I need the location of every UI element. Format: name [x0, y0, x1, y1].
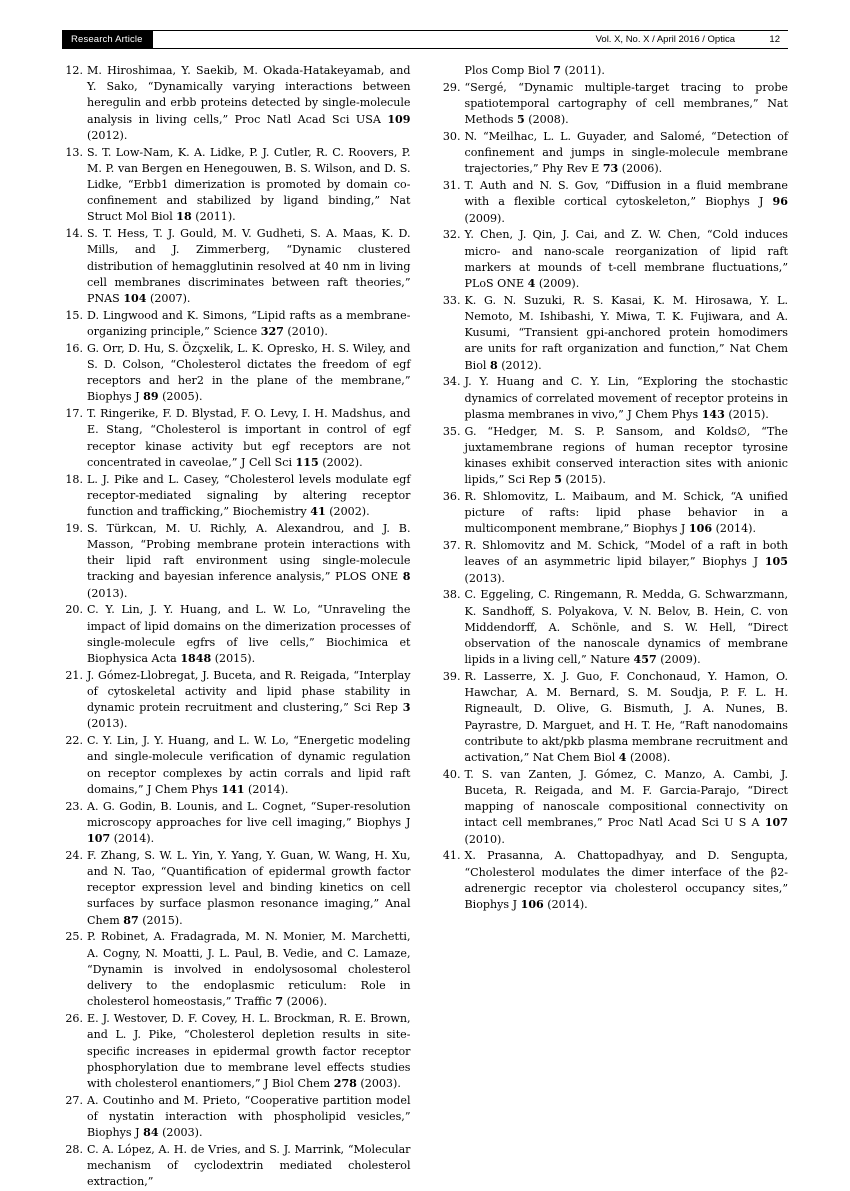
reference-number: 27. — [65, 1093, 83, 1107]
reference-text: K. G. N. Suzuki, R. S. Kasai, K. M. Hirosawa, Y. L. Nemoto, M. Ishibashi, Y. Miwa, T. K. Fujiwara, and A. Kusumi, “Transient gpi-anchored protein homodimers are units for raft organization and function,” Nat Chem Biol 8 (2012). — [464, 293, 788, 372]
reference-item — [440, 178, 789, 227]
reference-number: 13. — [65, 145, 83, 159]
reference-item — [62, 848, 411, 929]
reference-number: 25. — [65, 930, 83, 944]
reference-item — [62, 472, 411, 521]
reference-item — [62, 1142, 411, 1191]
reference-number: 23. — [65, 799, 83, 813]
reference-number: 36. — [442, 490, 461, 504]
reference-item — [62, 602, 411, 667]
journal-citation-line: Vol. X, No. X / April 2016 / Optica — [595, 34, 735, 45]
reference-item — [62, 341, 411, 406]
reference-number: 21. — [65, 668, 83, 682]
reference-continuation: Plos Comp Biol 7 (2011). — [464, 64, 605, 77]
header-rule — [153, 30, 788, 49]
reference-text: P. Robinet, A. Fradagrada, M. N. Monier, M. Marchetti, A. Cogny, N. Moatti, J. L. Paul, B. Vedie, and C. Lamaze, “Dynamin is involved in endolysosomal cholesterol delivery to the endoplasmic reticulum: Role in cholesterol homeostasis,” Traffic 7 (2006). — [87, 930, 411, 1009]
reference-text: E. J. Westover, D. F. Covey, H. L. Brockman, R. E. Brown, and L. J. Pike, “Cholesterol depletion results in site-specific increases in epidermal growth factor receptor phosphorylation due to membrane level effects studies with cholesterol enantiomers,” J Biol Chem 278 (2003). — [87, 1012, 411, 1090]
reference-number: 39. — [442, 670, 461, 684]
reference-text: G. “Hedger, M. S. P. Sansom, and Kolds∅, “The juxtamembrane regions of human receptor tyrosine kinases exhibit conserved interaction sites with anionic lipids,” Sci Rep 5 (2015). — [464, 424, 788, 487]
reference-list-right — [440, 80, 789, 913]
reference-text: R. Lasserre, X. J. Guo, F. Conchonaud, Y. Hamon, O. Hawchar, A. M. Bernard, S. M. Soudja, P. F. L. H. Rigneault, D. Olive, G. Bismuth, J. A. Nunes, B. Payrastre, D. Marguet, and H. T. He, “Raft nanodomains contribute to akt/pkb plasma membrane recruitment and activation,” Nat Chem Biol 4 (2008). — [464, 670, 788, 765]
reference-columns — [62, 63, 788, 1191]
reference-text: F. Zhang, S. W. L. Yin, Y. Yang, Y. Guan, W. Wang, H. Xu, and N. Tao, “Quantification of epidermal growth factor receptor expression level and binding kinetics on cell surfaces by surface plasmon resonance imaging,” Anal Chem 87 (2015). — [87, 848, 411, 927]
reference-number: 16. — [65, 341, 83, 355]
reference-item — [440, 227, 789, 292]
reference-number: 24. — [65, 848, 83, 862]
reference-text: S. T. Hess, T. J. Gould, M. V. Gudheti, S. A. Maas, K. D. Mills, and J. Zimmerberg, “Dynamic clustered distribution of hemagglutinin resolved at 40 nm in living cell membranes discriminates between raft theories,” PNAS 104 (2007). — [87, 227, 411, 306]
right-column — [440, 63, 789, 1191]
research-article-badge: Research Article — [62, 30, 153, 49]
reference-number: 31. — [442, 179, 461, 193]
reference-list-left — [62, 63, 411, 1191]
reference-item — [62, 226, 411, 307]
reference-text: D. Lingwood and K. Simons, “Lipid rafts as a membrane-organizing principle,” Science 327 (2010). — [87, 308, 411, 339]
reference-text: “Sergé, “Dynamic multiple-target tracing to probe spatiotemporal cartography of cell membranes,” Nat Methods 5 (2008). — [464, 80, 788, 127]
reference-item — [62, 308, 411, 340]
reference-text: L. J. Pike and L. Casey, “Cholesterol levels modulate egf receptor-mediated signaling by altering receptor function and trafficking,” Biochemistry 41 (2002). — [87, 472, 411, 519]
reference-item — [440, 80, 789, 129]
reference-item — [62, 668, 411, 733]
reference-item — [62, 929, 411, 1010]
reference-number: 41. — [442, 849, 461, 863]
running-header — [62, 30, 788, 49]
reference-item — [440, 848, 789, 913]
reference-number: 26. — [65, 1012, 83, 1026]
reference-item — [62, 521, 411, 602]
reference-item — [62, 406, 411, 471]
reference-text: X. Prasanna, A. Chattopadhyay, and D. Sengupta, “Cholesterol modulates the dimer interface of the β2-adrenergic receptor via cholesterol occupancy sites,” Biophys J 106 (2014). — [464, 849, 788, 912]
reference-number: 18. — [65, 472, 83, 486]
reference-number: 17. — [65, 407, 83, 421]
reference-number: 35. — [442, 424, 461, 438]
reference-number: 29. — [442, 80, 461, 94]
reference-text: M. Hiroshimaa, Y. Saekib, M. Okada-Hatakeyamab, and Y. Sako, “Dynamically varying interactions between heregulin and erbb proteins detected by single-molecule analysis in living cells,” Proc Natl Acad Sci USA 109 (2012). — [87, 64, 411, 142]
reference-item — [62, 733, 411, 798]
reference-number: 30. — [442, 130, 461, 143]
reference-text: S. T. Low-Nam, K. A. Lidke, P. J. Cutler, R. C. Roovers, P. M. P. van Bergen en Henegouwen, B. S. Wilson, and D. S. Lidke, “Erbb1 dimerization is promoted by domain co-confinement and stabilized by ligand binding,” Nat Struct Mol Biol 18 (2011). — [87, 145, 411, 224]
reference-number: 15. — [65, 308, 83, 322]
reference-number: 40. — [442, 767, 461, 781]
reference-text: R. Shlomovitz, L. Maibaum, and M. Schick, “A unified picture of rafts: lipid phase behavior in a multicomponent membrane,” Biophys J 106 (2014). — [464, 490, 788, 536]
reference-number: 19. — [65, 521, 83, 535]
reference-item — [440, 538, 789, 587]
reference-number: 12. — [65, 64, 83, 77]
reference-number: 14. — [65, 227, 83, 241]
reference-text: A. G. Godin, B. Lounis, and L. Cognet, “Super-resolution microscopy approaches for live cell imaging,” Biophys J 107 (2014). — [87, 799, 411, 846]
reference-item — [62, 1011, 411, 1092]
reference-item — [440, 669, 789, 766]
reference-text: T. S. van Zanten, J. Gómez, C. Manzo, A. Cambi, J. Buceta, R. Reigada, and M. F. Garcia-Parajo, “Direct mapping of nanoscale compositional connectivity on intact cell membranes,” Proc Natl Acad Sci U S A 107 (2010). — [464, 767, 788, 846]
reference-item — [62, 1093, 411, 1142]
reference-item — [440, 374, 789, 423]
reference-text: C. Eggeling, C. Ringemann, R. Medda, G. Schwarzmann, K. Sandhoff, S. Polyakova, V. N. Belov, B. Hein, C. von Middendorff, A. Schönle, and S. W. Hell, “Direct observation of the nanoscale dynamics of membrane lipids in a living cell,” Nature 457 (2009). — [464, 588, 788, 667]
reference-number: 33. — [442, 293, 461, 307]
reference-text: T. Auth and N. S. Gov, “Diffusion in a fluid membrane with a flexible cortical cytoskeleton,” Biophys J 96 (2009). — [464, 179, 788, 225]
page-number: 12 — [769, 34, 780, 45]
reference-item — [440, 424, 789, 489]
reference-text: N. “Meilhac, L. L. Guyader, and Salomé, “Detection of confinement and jumps in single-molecule membrane trajectories,” Phy Rev E 73 (2006). — [464, 130, 788, 176]
reference-item — [440, 767, 789, 848]
reference-text: T. Ringerike, F. D. Blystad, F. O. Levy, I. H. Madshus, and E. Stang, “Cholesterol is important in control of egf receptor kinase activity but egf receptors are not concentrated in caveolae,” J Cell Sci 115 (2002). — [87, 407, 411, 469]
reference-item — [440, 129, 789, 178]
reference-text: C. Y. Lin, J. Y. Huang, and L. W. Lo, “Energetic modeling and single-molecule verification of dynamic regulation on receptor complexes by actin corrals and lipid raft domains,” J Chem Phys 141 (2014). — [87, 734, 411, 796]
reference-item — [440, 293, 789, 374]
reference-item — [62, 145, 411, 226]
reference-item — [440, 489, 789, 538]
reference-text: Y. Chen, J. Qin, J. Cai, and Z. W. Chen, “Cold induces micro- and nano-scale reorganization of lipid raft markers at mounds of t-cell membrane fluctuations,” PLoS ONE 4 (2009). — [464, 228, 788, 291]
reference-number: 28. — [65, 1142, 83, 1156]
reference-text: J. Gómez-Llobregat, J. Buceta, and R. Reigada, “Interplay of cytoskeletal activity and lipid phase stability in dynamic protein recruitment and clustering,” Sci Rep 3 (2013). — [87, 668, 411, 731]
reference-number: 37. — [442, 539, 461, 553]
reference-number: 22. — [65, 734, 83, 748]
reference-text: S. Türkcan, M. U. Richly, A. Alexandrou, and J. B. Masson, “Probing membrane protein interactions with their lipid raft environment using single-molecule tracking and bayesian inference analysis,” PLOS ONE 8 (2013). — [87, 521, 411, 600]
left-column — [62, 63, 411, 1191]
reference-text: C. Y. Lin, J. Y. Huang, and L. W. Lo, “Unraveling the impact of lipid domains on the dimerization processes of single-molecule egfrs of live cells,” Biochimica et Biophysica Acta 1848 (2015). — [87, 603, 411, 666]
reference-item — [62, 63, 411, 144]
reference-text: J. Y. Huang and C. Y. Lin, “Exploring the stochastic dynamics of correlated movement of receptor proteins in plasma membranes in vivo,” J Chem Phys 143 (2015). — [464, 375, 788, 421]
reference-text: R. Shlomovitz and M. Schick, “Model of a raft in both leaves of an asymmetric lipid bilayer,” Biophys J 105 (2013). — [464, 539, 788, 585]
reference-item — [440, 587, 789, 668]
reference-item — [62, 799, 411, 848]
reference-text: G. Orr, D. Hu, S. Özçxelik, L. K. Opresko, H. S. Wiley, and S. D. Colson, “Cholesterol dictates the freedom of egf receptors and her2 in the plane of the membrane,” Biophys J 89 (2005). — [87, 341, 411, 404]
reference-number: 34. — [442, 375, 461, 389]
reference-number: 32. — [442, 228, 461, 242]
reference-number: 20. — [65, 603, 83, 617]
reference-number: 38. — [442, 588, 461, 602]
reference-text: C. A. López, A. H. de Vries, and S. J. Marrink, “Molecular mechanism of cyclodextrin mediated cholesterol extraction,” — [87, 1142, 411, 1189]
reference-text: A. Coutinho and M. Prieto, “Cooperative partition model of nystatin interaction with phospholipid vesicles,” Biophys J 84 (2003). — [87, 1093, 411, 1140]
